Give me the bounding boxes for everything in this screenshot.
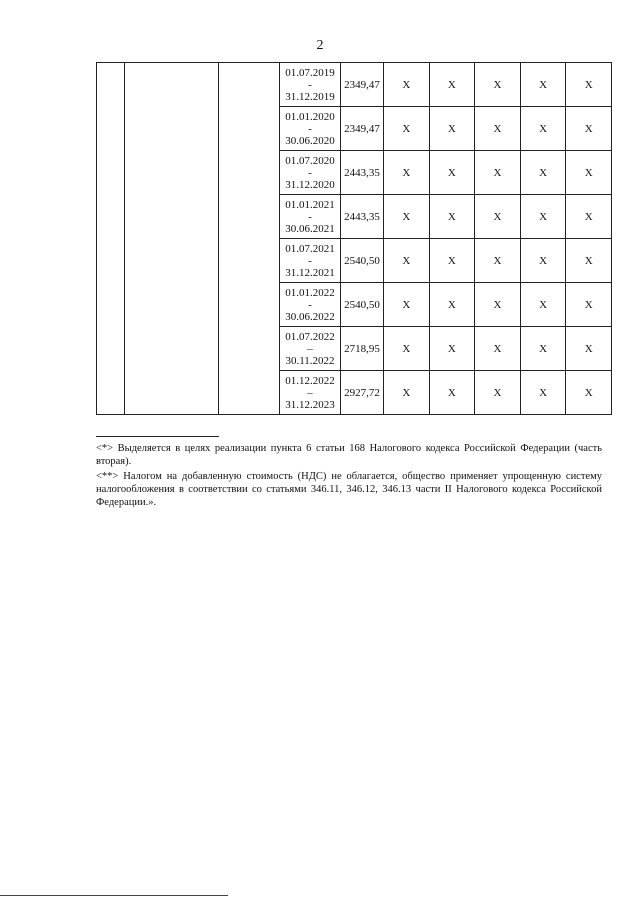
x-mark-cell: X [384, 239, 430, 283]
period-cell [280, 107, 341, 151]
scan-edge-line [0, 895, 228, 896]
merged-empty-cell [219, 63, 280, 415]
period-start: 01.01.2020 [285, 110, 335, 123]
x-mark-cell: X [520, 327, 566, 371]
x-mark-cell: X [429, 327, 475, 371]
x-mark-cell: X [384, 283, 430, 327]
x-mark-cell: X [475, 239, 521, 283]
x-mark-cell: X [566, 151, 612, 195]
x-mark-cell: X [520, 371, 566, 415]
x-mark-cell: X [429, 371, 475, 415]
footnote-2: <**> Налогом на добавленную стоимость (НДС) не облагается, общество применяет упрощенную систему налогообложения в соответствии со статьями 346.11, 346.12, 346.13 части II Налогового кодекса Российской Федерации.». [96, 471, 602, 508]
dash: - [308, 166, 312, 179]
x-mark-cell: X [384, 195, 430, 239]
period-end: 31.12.2020 [285, 178, 335, 191]
period-end: 31.12.2023 [285, 398, 335, 411]
x-mark-cell: X [566, 195, 612, 239]
x-mark-cell: X [475, 283, 521, 327]
x-mark-cell: X [475, 151, 521, 195]
page-number: 2 [316, 38, 324, 53]
x-mark-cell: X [520, 63, 566, 107]
tariff-table [96, 62, 612, 415]
x-mark-cell: X [566, 239, 612, 283]
tariff-value-cell: 2349,47 [341, 63, 384, 107]
x-mark-cell: X [520, 151, 566, 195]
period-start: 01.07.2022 [285, 330, 335, 343]
dash: – [307, 386, 313, 399]
period-start: 01.07.2021 [285, 242, 335, 255]
period-end: 31.12.2021 [285, 266, 335, 279]
period-cell [280, 63, 341, 107]
x-mark-cell: X [429, 63, 475, 107]
tariff-value-cell: 2443,35 [341, 195, 384, 239]
period-cell [280, 371, 341, 415]
period-cell [280, 283, 341, 327]
tariff-value-cell: 2349,47 [341, 107, 384, 151]
merged-empty-cell [97, 63, 125, 415]
x-mark-cell: X [475, 371, 521, 415]
period-start: 01.07.2019 [285, 66, 335, 79]
x-mark-cell: X [429, 283, 475, 327]
tariff-value-cell: 2927,72 [341, 371, 384, 415]
x-mark-cell: X [429, 107, 475, 151]
footnote-1: <*> Выделяется в целях реализации пункта 6 статьи 168 Налогового кодекса Российской Федерации (часть вторая). [96, 443, 602, 467]
tariff-value-cell: 2540,50 [341, 239, 384, 283]
x-mark-cell: X [475, 63, 521, 107]
period-end: 31.12.2019 [285, 90, 335, 103]
tariff-value-cell: 2540,50 [341, 283, 384, 327]
period-end: 30.06.2022 [285, 310, 335, 323]
x-mark-cell: X [384, 151, 430, 195]
period-end: 30.06.2020 [285, 134, 335, 147]
period-start: 01.01.2021 [285, 198, 335, 211]
table-row [97, 63, 612, 107]
period-cell [280, 327, 341, 371]
period-cell [280, 195, 341, 239]
dash: - [308, 254, 312, 267]
tariff-value-cell: 2718,95 [341, 327, 384, 371]
period-start: 01.01.2022 [285, 286, 335, 299]
x-mark-cell: X [384, 371, 430, 415]
period-end: 30.11.2022 [285, 354, 335, 367]
x-mark-cell: X [566, 283, 612, 327]
period-start: 01.07.2020 [285, 154, 335, 167]
x-mark-cell: X [475, 327, 521, 371]
x-mark-cell: X [384, 327, 430, 371]
x-mark-cell: X [566, 371, 612, 415]
footnotes [96, 442, 602, 511]
period-start: 01.12.2022 [285, 374, 335, 387]
x-mark-cell: X [520, 239, 566, 283]
dash: - [308, 78, 312, 91]
x-mark-cell: X [429, 239, 475, 283]
x-mark-cell: X [566, 107, 612, 151]
x-mark-cell: X [475, 195, 521, 239]
merged-empty-cell [125, 63, 219, 415]
dash: – [307, 342, 313, 355]
period-cell [280, 151, 341, 195]
x-mark-cell: X [429, 195, 475, 239]
dash: - [308, 210, 312, 223]
x-mark-cell: X [520, 283, 566, 327]
x-mark-cell: X [384, 63, 430, 107]
x-mark-cell: X [520, 107, 566, 151]
period-cell [280, 239, 341, 283]
period-end: 30.06.2021 [285, 222, 335, 235]
x-mark-cell: X [384, 107, 430, 151]
dash: - [308, 122, 312, 135]
x-mark-cell: X [520, 195, 566, 239]
x-mark-cell: X [566, 327, 612, 371]
tariff-value-cell: 2443,35 [341, 151, 384, 195]
x-mark-cell: X [475, 107, 521, 151]
x-mark-cell: X [566, 63, 612, 107]
x-mark-cell: X [429, 151, 475, 195]
dash: - [308, 298, 312, 311]
footnote-separator [96, 436, 219, 437]
